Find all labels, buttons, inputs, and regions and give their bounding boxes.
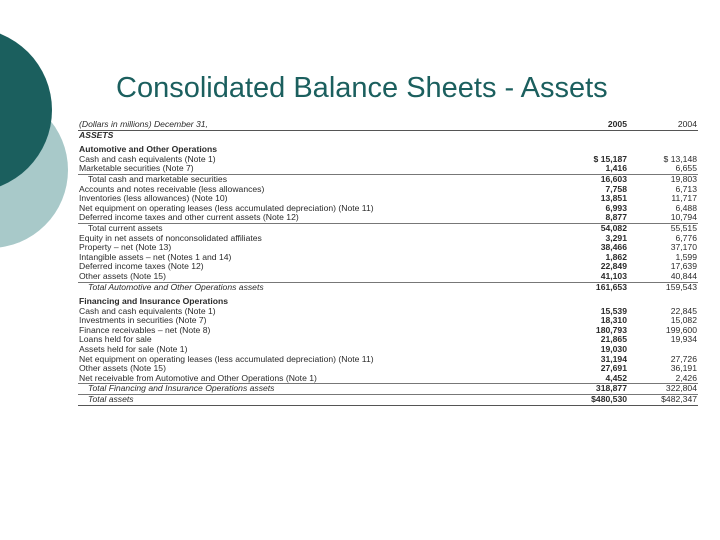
- row-label: Accounts and notes receivable (less allowances): [79, 184, 265, 194]
- value-2005: 318,877: [548, 384, 628, 395]
- value-2004: 10,794: [670, 213, 697, 223]
- value-2005: 41,103: [600, 271, 627, 281]
- value-2004: 55,515: [628, 223, 698, 233]
- header-2005: 2005: [548, 120, 628, 130]
- value-2005: 13,851: [600, 194, 627, 204]
- assets-heading: ASSETS: [79, 130, 114, 140]
- row-label: Other assets (Note 15): [79, 364, 166, 374]
- value-2004: 19,803: [628, 174, 698, 184]
- decorative-circles: [0, 0, 80, 320]
- row-label: Total current assets: [78, 223, 548, 233]
- auto-heading-row: [78, 145, 698, 155]
- header-label: (Dollars in millions) December 31,: [78, 120, 548, 130]
- table-row: [78, 272, 698, 282]
- row-label: Investments in securities (Note 7): [79, 316, 207, 326]
- value-2005: 4,452: [605, 373, 627, 383]
- table-row: [78, 194, 698, 204]
- value-2004: 322,804: [628, 384, 698, 395]
- value-2005: 180,793: [595, 325, 627, 335]
- fin-heading: Financing and Insurance Operations: [79, 297, 228, 307]
- slide-decoration: [0, 0, 80, 320]
- row-label: Total Automotive and Other Operations assets: [78, 282, 548, 292]
- auto-heading: Automotive and Other Operations: [79, 145, 217, 155]
- row-label: Cash and cash equivalents (Note 1): [79, 306, 216, 316]
- table-row: [78, 355, 698, 365]
- value-2004: 27,726: [670, 354, 697, 364]
- row-label: Net equipment on operating leases (less accumulated depreciation) (Note 11): [79, 354, 374, 364]
- header-row: [78, 120, 698, 130]
- value-2004: 17,639: [670, 262, 697, 272]
- value-2004: 6,776: [675, 233, 697, 243]
- table-row: [78, 234, 698, 244]
- row-label: Intangible assets – net (Notes 1 and 14): [79, 252, 232, 262]
- row-label: Equity in net assets of nonconsolidated affiliates: [79, 233, 262, 243]
- value-2004: 6,488: [675, 203, 697, 213]
- value-2004: [628, 345, 698, 355]
- value-2004: 11,717: [671, 194, 697, 204]
- table-row: [78, 307, 698, 317]
- value-2004: $ 13,148: [663, 154, 697, 164]
- row-label: Total Financing and Insurance Operations assets: [78, 384, 548, 395]
- table-row: [78, 253, 698, 263]
- value-2004: 40,844: [670, 271, 697, 281]
- row-label: Inventories (less allowances) (Note 10): [79, 194, 228, 204]
- row-label: Total cash and marketable securities: [78, 174, 548, 184]
- value-2004: 6,713: [675, 184, 697, 194]
- row-label: Deferred income taxes and other current assets (Note 12): [79, 213, 299, 223]
- subtotal-row: [78, 174, 698, 184]
- subtotal-row: [78, 223, 698, 233]
- row-label: Property – net (Note 13): [79, 243, 172, 253]
- table-row: [78, 164, 698, 174]
- row-label: Other assets (Note 15): [79, 271, 166, 281]
- table-row: [78, 335, 698, 345]
- grand-total-row: [78, 395, 698, 406]
- table-row: [78, 262, 698, 272]
- value-2004: 159,543: [628, 282, 698, 292]
- value-2005: $ 15,187: [593, 154, 627, 164]
- value-2004: 6,655: [675, 164, 697, 174]
- value-2005: 27,691: [600, 364, 627, 374]
- row-label: Finance receivables – net (Note 8): [79, 325, 211, 335]
- value-2005: $480,530: [548, 395, 628, 406]
- row-label: Net receivable from Automotive and Other Operations (Note 1): [79, 373, 317, 383]
- table-row: [78, 316, 698, 326]
- value-2004: 36,191: [670, 364, 697, 374]
- assets-heading-row: [78, 130, 698, 140]
- table-row: [78, 364, 698, 374]
- value-2005: 21,865: [600, 335, 627, 345]
- value-2004: $482,347: [628, 395, 698, 406]
- value-2005: 1,862: [605, 252, 627, 262]
- header-2004: 2004: [628, 120, 698, 130]
- value-2005: 6,993: [605, 203, 627, 213]
- value-2004: 199,600: [665, 325, 697, 335]
- row-label: Deferred income taxes (Note 12): [79, 262, 204, 272]
- table-row: [78, 185, 698, 195]
- value-2005: 3,291: [605, 233, 627, 243]
- table-row: [78, 204, 698, 214]
- value-2004: 37,170: [670, 243, 697, 253]
- value-2005: 7,758: [605, 184, 627, 194]
- value-2005: 161,653: [548, 282, 628, 292]
- value-2004: 19,934: [670, 335, 697, 345]
- value-2005: 54,082: [548, 223, 628, 233]
- value-2005: 31,194: [600, 354, 627, 364]
- value-2005: 22,849: [600, 262, 627, 272]
- value-2004: 2,426: [675, 373, 697, 383]
- row-label: Net equipment on operating leases (less accumulated depreciation) (Note 11): [79, 203, 374, 213]
- value-2005: 15,539: [600, 306, 627, 316]
- value-2005: 16,603: [548, 174, 628, 184]
- row-label: Loans held for sale: [79, 335, 152, 345]
- value-2005: 8,877: [605, 213, 627, 223]
- table-row: [78, 345, 698, 355]
- table-row: [78, 213, 698, 223]
- row-label: Total assets: [78, 395, 548, 406]
- table-row: [78, 243, 698, 253]
- table-row: [78, 155, 698, 165]
- fin-heading-row: [78, 297, 698, 307]
- value-2005: 18,310: [600, 316, 627, 326]
- balance-sheet-table: [78, 120, 698, 406]
- total-row: [78, 384, 698, 395]
- table-row: [78, 374, 698, 384]
- slide-title: Consolidated Balance Sheets - Assets: [116, 72, 608, 104]
- value-2005: 19,030: [600, 345, 627, 355]
- value-2005: 38,466: [600, 243, 627, 253]
- value-2004: 15,082: [670, 316, 697, 326]
- value-2004: 22,845: [670, 306, 697, 316]
- row-label: Cash and cash equivalents (Note 1): [79, 154, 216, 164]
- row-label: Marketable securities (Note 7): [79, 164, 194, 174]
- value-2004: 1,599: [675, 252, 697, 262]
- total-row: [78, 282, 698, 292]
- row-label: Assets held for sale (Note 1): [79, 345, 188, 355]
- value-2005: 1,416: [605, 164, 627, 174]
- table-row: [78, 326, 698, 336]
